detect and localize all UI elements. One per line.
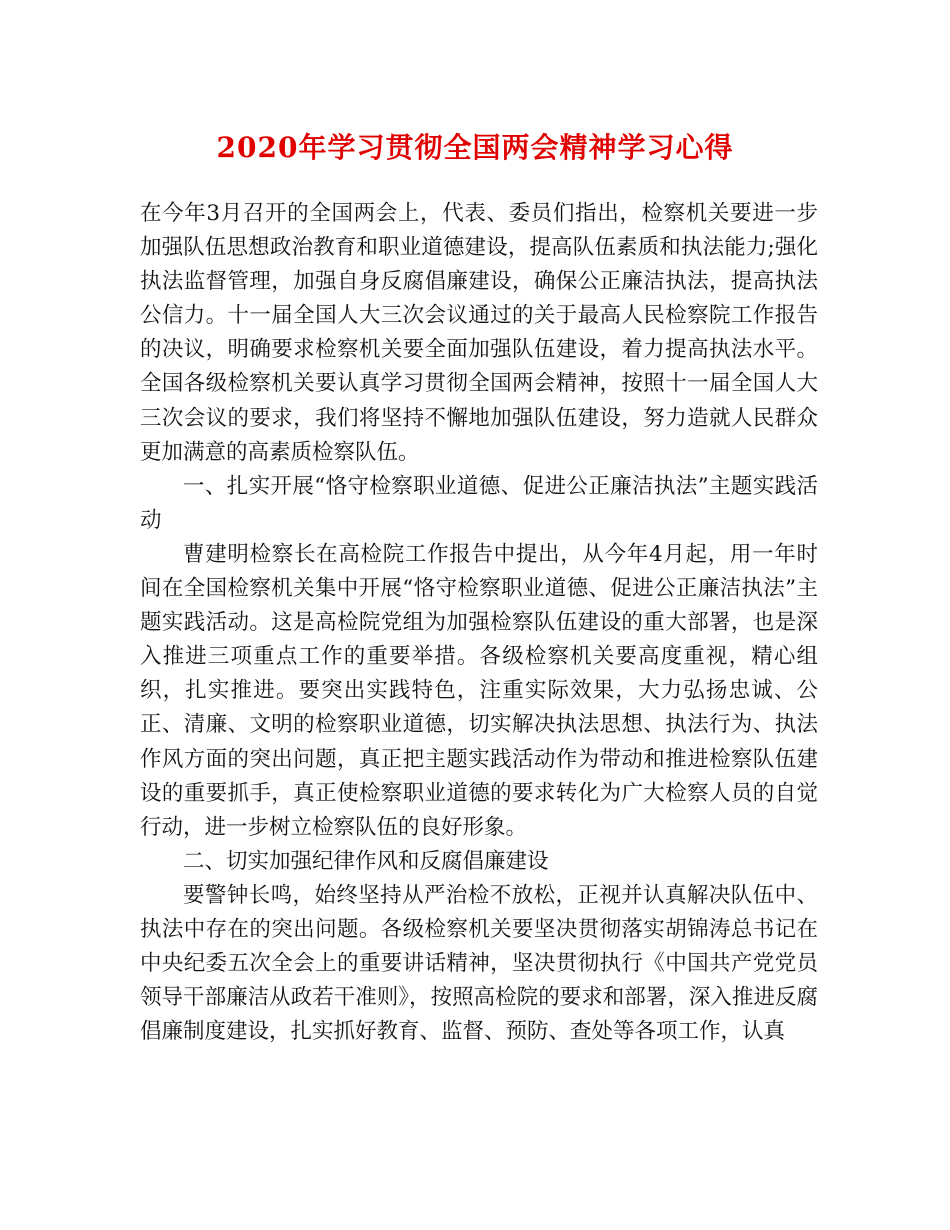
paragraph-section-1: 曹建明检察长在高检院工作报告中提出，从今年4月起，用一年时间在全国检察机关集中开展“恪守检察职业道德、促进公正廉洁执法”主题实践活动。这是高检院党组为加强检察队伍建设的重大部署，也是深入推进三项重点工作的重要举措。各级检察机关要高度重视，精心组织，扎实推进。要突出实践特色，注重实际效果，大力弘扬忠诚、公正、清廉、文明的检察职业道德，切实解决执法思想、执法行为、执法作风方面的突出问题，真正把主题实践活动作为带动和推进检察队伍建设的重要抓手，真正使检察职业道德的要求转化为广大检察人员的自觉行动，进一步树立检察队伍的良好形象。: [140, 541, 818, 840]
section-heading-2: 二、切实加强纪律作风和反腐倡廉建设: [183, 848, 549, 874]
paragraph-section-2: 要警钟长鸣，始终坚持从严治检不放松，正视并认真解决队伍中、执法中存在的突出问题。各级检察机关要坚决贯彻落实胡锦涛总书记在中央纪委五次全会上的重要讲话精神，坚决贯彻执行《中国共产党党员领导干部廉洁从政若干准则》，按照高检院的要求和部署，深入推进反腐倡廉制度建设，扎实抓好教育、监督、预防、查处等各项工作，认真: [140, 882, 818, 1045]
paragraph-intro: 在今年3月召开的全国两会上，代表、委员们指出，检察机关要进一步加强队伍思想政治教育和职业道德建设，提高队伍素质和执法能力;强化执法监督管理，加强自身反腐倡廉建设，确保公正廉洁执法，提高执法公信力。十一届全国人大三次会议通过的关于最高人民检察院工作报告的决议，明确要求检察机关要全面加强队伍建设，着力提高执法水平。全国各级检察机关要认真学习贯彻全国两会精神，按照十一届全国人大三次会议的要求，我们将坚持不懈地加强队伍建设，努力造就人民群众更加满意的高素质检察队伍。: [140, 201, 818, 465]
document-body: [140, 197, 818, 1049]
document-title: 2020年学习贯彻全国两会精神学习心得: [216, 131, 734, 164]
section-heading-1: 一、扎实开展“恪守检察职业道德、促进公正廉洁执法”主题实践活动: [140, 473, 818, 533]
